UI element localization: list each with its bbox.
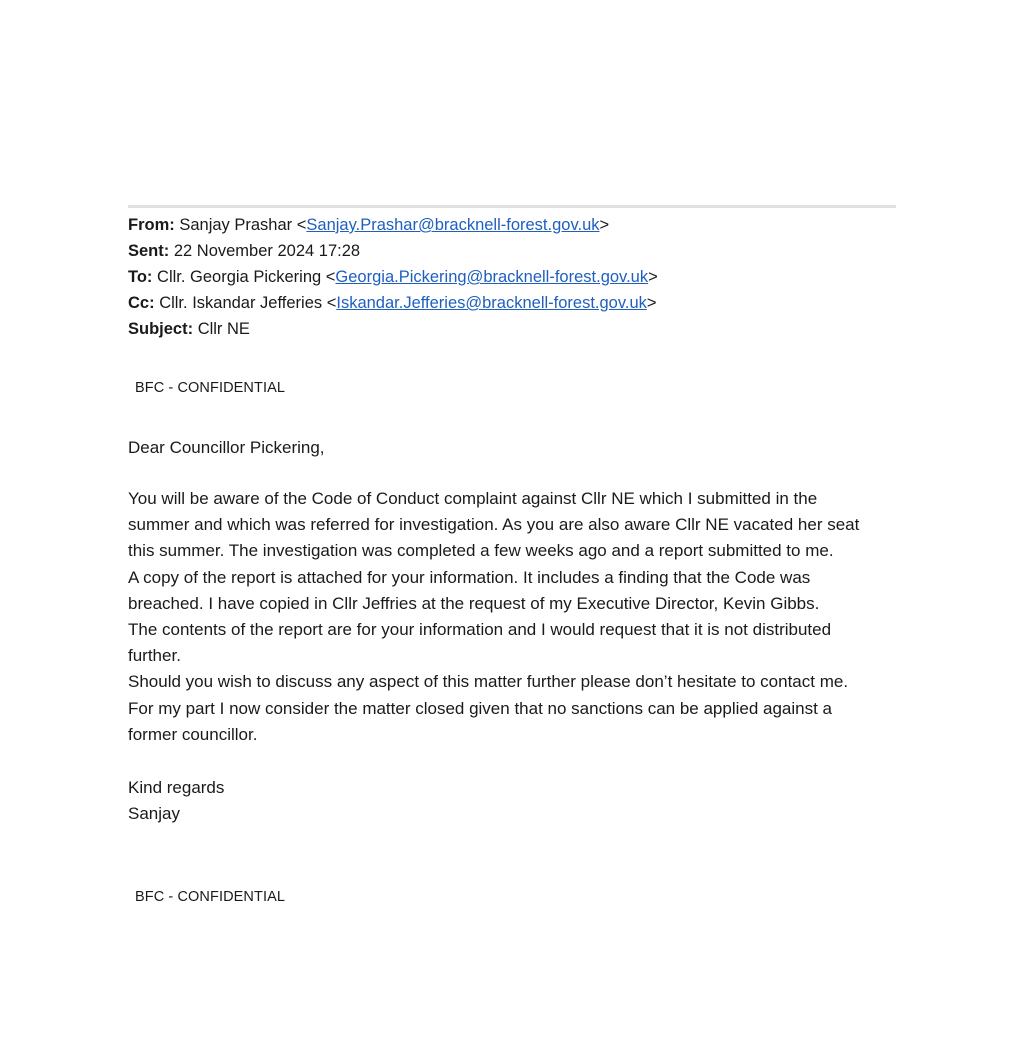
body-line: A copy of the report is attached for your information. It includes a finding that the Code was <box>128 567 811 587</box>
sent-row <box>128 238 658 264</box>
classification-banner-bottom: BFC - CONFIDENTIAL <box>135 889 286 905</box>
cc-label: Cc: <box>128 294 155 312</box>
body-line: summer and which was referred for investigation. As you are also aware Cllr NE vacated her seat <box>128 515 860 535</box>
cc-email-close: > <box>646 294 657 312</box>
cc-email-link[interactable]: Iskandar.Jefferies@bracknell-forest.gov.uk <box>336 294 647 312</box>
sent-value: 22 November 2024 17:28 <box>173 242 361 260</box>
sent-label: Sent: <box>128 242 170 260</box>
body-line: this summer. The investigation was completed a few weeks ago and a report submitted to me. <box>128 541 834 561</box>
from-name: Sanjay Prashar <box>179 216 293 234</box>
subject-row <box>128 316 658 342</box>
from-label: From: <box>128 216 175 234</box>
body-line: For my part I now consider the matter closed given that no sanctions can be applied against a <box>128 698 833 718</box>
greeting: Dear Councillor Pickering, <box>128 438 325 457</box>
body-line: further. <box>128 646 181 666</box>
body-line: Should you wish to discuss any aspect of this matter further please don’t hesitate to contact me. <box>128 672 849 692</box>
signoff <box>128 775 908 827</box>
body-line: You will be aware of the Code of Conduct complaint against Cllr NE which I submitted in the <box>128 489 818 508</box>
from-email-close: > <box>599 216 610 234</box>
to-email-close: > <box>648 268 658 286</box>
from-email-open: < <box>296 216 307 234</box>
from-email-link[interactable]: Sanjay.Prashar@bracknell-forest.gov.uk <box>306 216 600 234</box>
header-divider <box>128 205 896 208</box>
message-body <box>128 486 908 748</box>
signature-name: Sanjay <box>128 804 180 824</box>
to-row <box>128 264 658 290</box>
from-row <box>128 212 658 238</box>
body-line: former councillor. <box>128 724 258 744</box>
cc-row <box>128 290 658 316</box>
cc-email-open: < <box>326 294 337 312</box>
to-email-link[interactable]: Georgia.Pickering@bracknell-forest.gov.uk <box>335 268 649 286</box>
body-line: The contents of the report are for your information and I would request that it is not distributed <box>128 620 832 640</box>
subject-label: Subject: <box>128 320 194 338</box>
to-name: Cllr. Georgia Pickering <box>157 268 322 286</box>
closing-phrase: Kind regards <box>128 778 225 797</box>
email-headers <box>128 212 658 342</box>
subject-value: Cllr NE <box>197 320 250 338</box>
to-email-open: < <box>325 268 336 286</box>
classification-banner-top: BFC - CONFIDENTIAL <box>135 380 286 396</box>
to-label: To: <box>128 268 153 286</box>
cc-name: Cllr. Iskandar Jefferies <box>159 294 323 312</box>
body-line: breached. I have copied in Cllr Jeffries at the request of my Executive Director, Kevin Gibbs. <box>128 593 820 613</box>
